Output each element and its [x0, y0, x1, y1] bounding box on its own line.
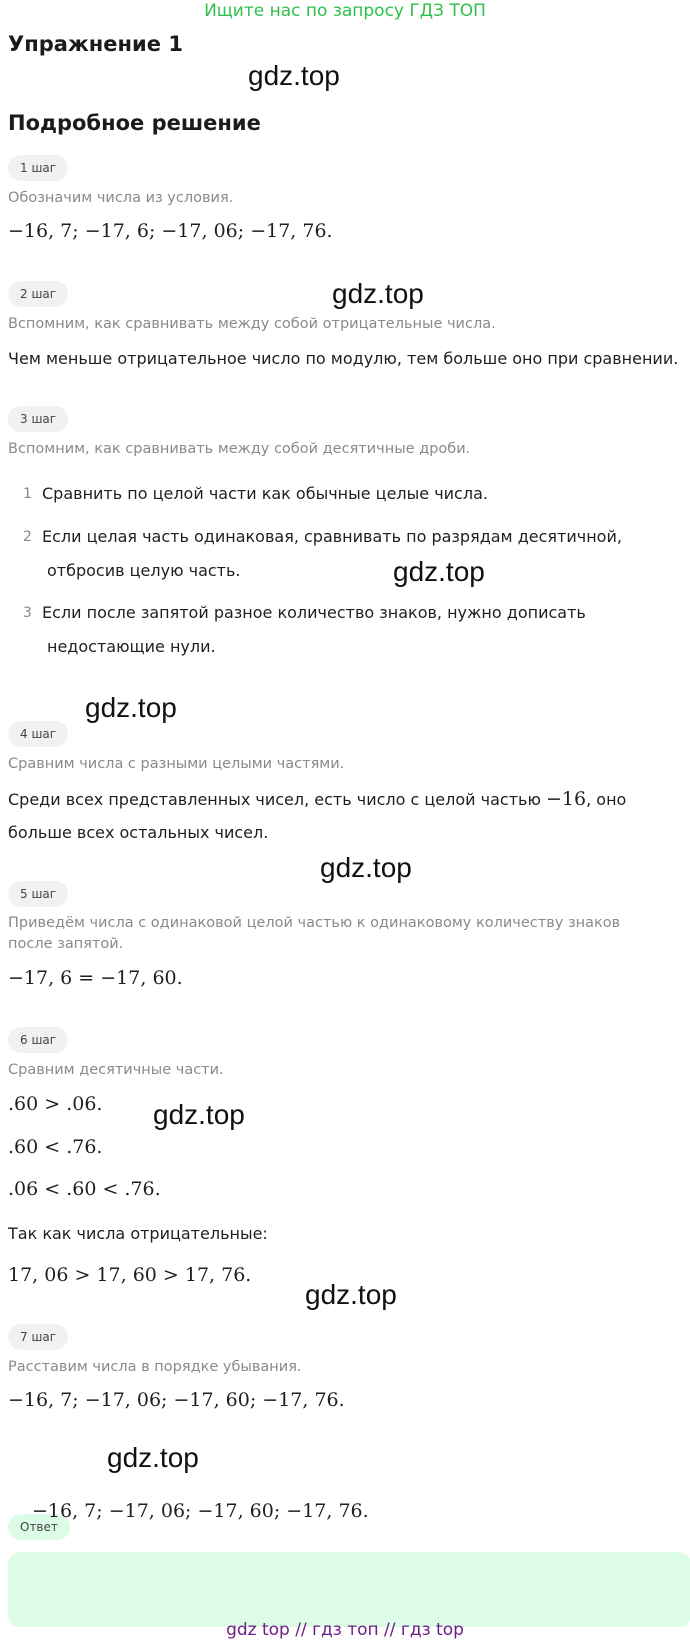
step-badge: 5 шаг	[8, 881, 68, 907]
watermark: gdz.top	[248, 60, 340, 91]
step-badge: 1 шаг	[8, 155, 68, 181]
step-badge: 6 шаг	[8, 1027, 68, 1053]
list-number: 2	[23, 529, 32, 545]
search-banner: Ищите нас по запросу ГДЗ ТОП	[204, 1, 486, 21]
step-text: Чем меньше отрицательное число по модулю, тем больше оно при сравнении.	[8, 349, 679, 368]
math-expression: −17, 6 = −17, 60.	[8, 967, 183, 989]
step-description: Приведём числа с одинаковой целой частью к одинаковому количеству знаков после запятой.	[8, 915, 621, 952]
list-item-continuation: отбросив целую часть.	[47, 561, 241, 580]
list-number: 3	[23, 605, 32, 621]
answer-box	[8, 1552, 690, 1627]
footer-links: gdz top // гдз топ // гдз top	[226, 1620, 464, 1640]
step-description: Обозначим числа из условия.	[8, 190, 234, 206]
list-item: Сравнить по целой части как обычные целые числа.	[42, 484, 488, 503]
answer-expression: −16, 7; −17, 06; −17, 60; −17, 76.	[32, 1500, 369, 1522]
list-item: Если целая часть одинаковая, сравнивать по разрядам десятичной,	[42, 527, 622, 546]
step-description: Сравним числа с разными целыми частями.	[8, 756, 345, 772]
step-badge: 7 шаг	[8, 1324, 68, 1350]
step-description: Расставим числа в порядке убывания.	[8, 1359, 302, 1375]
math-expression: −16, 7; −17, 6; −17, 06; −17, 76.	[8, 220, 333, 242]
math-expression: .60 < .76.	[8, 1136, 103, 1158]
watermark: gdz.top	[332, 278, 424, 309]
math-expression: 17, 06 > 17, 60 > 17, 76.	[8, 1264, 252, 1286]
watermark: gdz.top	[305, 1279, 397, 1310]
watermark: gdz.top	[320, 852, 412, 883]
step-description: Вспомним, как сравнивать между собой отрицательные числа.	[8, 316, 496, 332]
step-description: Сравним десятичные части.	[8, 1062, 224, 1078]
step-text	[8, 788, 626, 811]
list-item: Если после запятой разное количество знаков, нужно дописать	[42, 603, 586, 622]
step-description: Вспомним, как сравнивать между собой десятичные дроби.	[8, 441, 471, 457]
math-inline: −16	[546, 788, 587, 810]
list-number: 1	[23, 486, 32, 502]
math-expression: .60 > .06.	[8, 1093, 103, 1115]
page-title: Упражнение 1	[8, 32, 183, 56]
step-text: больше всех остальных чисел.	[8, 823, 269, 842]
answer-badge: Ответ	[8, 1514, 70, 1540]
step-badge: 4 шаг	[8, 721, 68, 747]
watermark: gdz.top	[107, 1442, 199, 1473]
watermark: gdz.top	[85, 692, 177, 723]
watermark: gdz.top	[153, 1099, 245, 1130]
math-expression: −16, 7; −17, 06; −17, 60; −17, 76.	[8, 1389, 345, 1411]
section-title: Подробное решение	[8, 111, 261, 135]
step-text-part: Среди всех представленных чисел, есть число с целой частью	[8, 790, 546, 809]
step-text-part: , оно	[586, 790, 627, 809]
step-badge: 3 шаг	[8, 406, 68, 432]
step-badge: 2 шаг	[8, 281, 68, 307]
math-expression: .06 < .60 < .76.	[8, 1178, 161, 1200]
watermark: gdz.top	[393, 556, 485, 587]
list-item-continuation: недостающие нули.	[47, 637, 216, 656]
step-text: Так как числа отрицательные:	[8, 1224, 268, 1243]
